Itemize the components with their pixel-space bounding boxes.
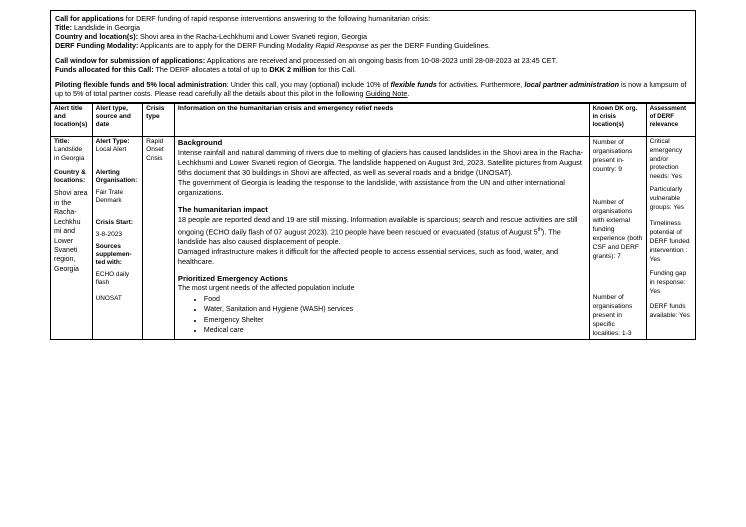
modality-emphasis: Rapid Response: [315, 41, 369, 50]
cell-information: [174, 137, 589, 340]
call-title-line: [55, 23, 691, 32]
window-value: Applications are received and processed on an ongoing basis from 10-08-2023 until 28-08-2023 at 23:45 CET.: [205, 56, 558, 65]
call-intro-box: [50, 10, 696, 103]
impact-sup: th: [537, 226, 542, 233]
modality-label: DERF Funding Modality:: [55, 41, 139, 50]
title-value: Landslide in Georgia: [72, 23, 140, 32]
pilot-text-2: for activities. Furthermore,: [436, 80, 525, 89]
header-alert-title: Alert title and location(s): [51, 104, 93, 137]
funds-text: The DERF allocates a total of up to: [153, 65, 270, 74]
pilot-text-1: : Under this call, you may (optional) include 10% of: [226, 80, 391, 89]
alerting-org-label: Alerting Organisation:: [95, 168, 138, 184]
background-heading: Background: [177, 138, 223, 147]
call-modality-line: [55, 41, 691, 50]
impact-text-end: ). The landslide has also caused displacement of people.: [177, 227, 561, 247]
alert-title-value: Landslide in Georgia: [54, 146, 85, 162]
pilot-paragraph: [55, 80, 691, 98]
source-item: UNOSAT: [95, 295, 122, 303]
crisis-type-value: Rapid Onset Crisis: [146, 138, 164, 162]
call-heading: Call for applications: [55, 14, 124, 23]
header-alert-type: Alert type, source and date: [92, 104, 142, 137]
header-known-orgs: Known DK org. in crisis location(s): [589, 104, 646, 137]
impact-heading: The humanitarian impact: [177, 204, 268, 214]
background-paragraph: The government of Georgia is leading the response to the landslide, with assistance from the UN and other international organizations.: [177, 178, 565, 198]
alert-country-label: Country & locations:: [54, 168, 86, 185]
header-information: Information on the humanitarian crisis and emergency relief needs: [174, 104, 589, 137]
header-assessment: Assessment of DERF relevance: [646, 104, 695, 137]
assessment-timeliness: Timeliness potential of DERF funded intervention : Yes: [649, 220, 690, 263]
local-admin-emphasis: local partner administration: [524, 80, 619, 89]
call-window-line: [55, 56, 691, 65]
cell-crisis-type: [143, 137, 175, 340]
source-item: ECHO daily flash: [95, 271, 130, 287]
alert-title-label: Title:: [54, 138, 70, 145]
list-item: • Water, Sanitation and Hygiene (WASH) services: [204, 305, 586, 316]
actions-intro: The most urgent needs of the affected population include: [177, 284, 355, 292]
pilot-text-3: is now a lumpsum of up to 5% of total partner costs. Please read carefully all the details about this pilot in the following: [55, 80, 687, 98]
orgs-in-localities: Number of organisations present in specific localities: 1-3: [592, 294, 633, 337]
impact-paragraph: Damaged infrastructure makes it difficult for the affected people to access essential services, such as food, water, and healthcare.: [177, 247, 559, 267]
crisis-start-value: 3-8-2023: [95, 230, 123, 238]
modality-text-end: as per the DERF Funding Guidelines.: [368, 41, 491, 50]
background-paragraph: Intense rainfall and natural damming of rivers due to melting of glaciers has caused landslides in the Shovi area in the Racha-Lechkhumi and Lower Svaneti region of Georgia. The landslide happened on August 3rd, 2023. Satellite pictures from August 5ths document that 30 buildings in Shovi are affected, as well as several roads and a bridge (UNOSAT).: [177, 148, 584, 178]
alert-type-label: Alert Type:: [95, 138, 130, 145]
table-row: [51, 137, 696, 340]
list-item: • Medical care: [204, 326, 586, 337]
orgs-present-in-country: Number of organisations present in-country: 9: [592, 139, 633, 173]
cell-known-orgs: [589, 137, 646, 340]
cell-assessment: [646, 137, 695, 340]
impact-text: 18 people are reported dead and 19 are still missing. Information available is sparcious; search and rescue activities are still ongoing (ECHO daily flash of 07 august 2023). 210 people have been rescued or evacuated (status of August 5: [177, 214, 578, 237]
crisis-table: [50, 103, 696, 340]
needs-list: [178, 295, 586, 337]
assessment-vulnerable-groups: Particularly vulnerable groups: Yes: [649, 185, 685, 211]
funds-text-end: for this Call.: [316, 65, 357, 74]
cell-alert-title: [51, 137, 93, 340]
call-line: [55, 14, 691, 23]
guiding-note-link[interactable]: Guiding Note: [365, 89, 408, 98]
list-item: • Food: [204, 295, 586, 306]
call-line-text: for DERF funding of rapid response interventions answering to the following humanitarian crisis:: [123, 14, 431, 23]
funds-label: Funds allocated for this Call:: [55, 65, 154, 74]
call-country-line: [55, 32, 691, 41]
cell-alert-type: [92, 137, 142, 340]
orgs-funding-experience: Number of organisations with external funding experience (both CSF and DERF grants): 7: [592, 199, 643, 260]
call-document: [50, 10, 696, 340]
flexible-funds-emphasis: flexible funds: [390, 80, 437, 89]
header-crisis-type: Crisis type: [143, 104, 175, 137]
call-funds-line: [55, 65, 691, 74]
sources-label: Sources supplemen-ted with:: [95, 243, 132, 267]
pilot-label: Piloting flexible funds and 5% local administration: [55, 80, 227, 89]
country-label: Country and location(s):: [55, 32, 139, 41]
alert-type-value: Local Alert: [95, 146, 127, 154]
assessment-funding-gap: Funding gap in response: Yes: [649, 270, 687, 295]
table-header-row: [51, 104, 696, 137]
assessment-critical-needs: Critical emergency and/or protection needs: Yes: [649, 138, 683, 181]
assessment-funds-available: DERF funds available: Yes: [649, 302, 690, 319]
actions-heading: Prioritized Emergency Actions: [177, 273, 288, 283]
crisis-start-label: Crisis Start:: [95, 218, 134, 226]
country-value: Shovi area in the Racha-Lechkhumi and Lower Svaneti region, Georgia: [138, 32, 367, 41]
alert-country-value: Shovi area in the Racha-Lechkhu mi and Lower Svaneti region, Georgia: [54, 190, 88, 273]
window-label: Call window for submission of applications:: [55, 56, 206, 65]
impact-paragraph: [178, 215, 586, 248]
title-label: Title:: [55, 23, 73, 32]
pilot-text-end: .: [407, 89, 410, 98]
modality-text: Applicants are to apply for the DERF Funding Modality: [138, 41, 316, 50]
alerting-org-value: Fair Trate Denmark: [95, 188, 124, 204]
funds-amount: DKK 2 million: [269, 65, 317, 74]
list-item: • Emergency Shelter: [204, 316, 586, 327]
